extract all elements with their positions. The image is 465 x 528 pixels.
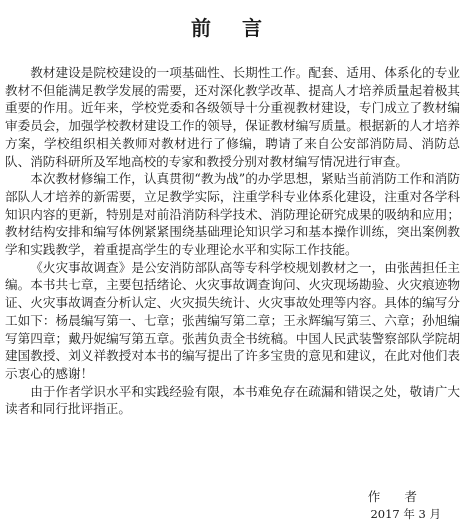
date-line: 2017 年 3 月 <box>370 507 441 521</box>
preface-body <box>5 64 460 418</box>
author-signature: 作 者 <box>367 489 427 504</box>
paragraph-4: 由于作者学识水平和实践经验有限，本书难免存在疏漏和错误之处，敬请广大读者和同行批评指正。 <box>5 383 460 417</box>
page-title: 前 言 <box>191 16 274 40</box>
paragraph-2: 本次教材修编工作，认真贯彻“教为战”的办学思想，紧贴当前消防工作和消防部队人才培养的新需要，立足教学实际，注重学科专业体系化建设，注重对各学科知识内容的更新，特别是对前沿消防科学技术、消防理论研究成果的吸纳和应用；教材结构安排和编写体例紧紧围绕基础理论知识学习和基本操作训练，突出案例教学和实践教学，着重提高学生的专业理论水平和实际工作技能。 <box>5 171 460 258</box>
paragraph-1: 教材建设是院校建设的一项基础性、长期性工作。配套、适用、体系化的专业教材不但能满足教学发展的需要，还对深化教学改革、提高人才培养质量起着极其重要的作用。近年来，学校党委和各级领导十分重视教材建设，专门成立了教材编审委员会，加强学校教材建设工作的领导，保证教材编写质量。根据新的人才培养方案，学校组织相关教师对教材进行了修编，聘请了来自公安部消防局、消防总队、消防科研所及军地高校的专家和教授分别对教材编写情况进行审查。 <box>5 65 460 169</box>
paragraph-3: 《火灾事故调查》是公安消防部队高等专科学校规划教材之一，由张茜担任主编。本书共七章，主要包括绪论、火灾事故调查询问、火灾现场勘验、火灾痕迹物证、火灾事故调查分析认定、火灾损失统计、火灾事故处理等内容。具体的编写分工如下：杨晨编写第一、七章；张茜编写第二章；王永辉编写第三、六章；孙旭编写第四章；戴丹妮编写第五章。张茜负责全书统稿。中国人民武装警察部队学院胡建国教授、刘义祥教授对本书的编写提出了许多宝贵的意见和建议，在此对他们表示衷心的感谢！ <box>5 259 460 381</box>
